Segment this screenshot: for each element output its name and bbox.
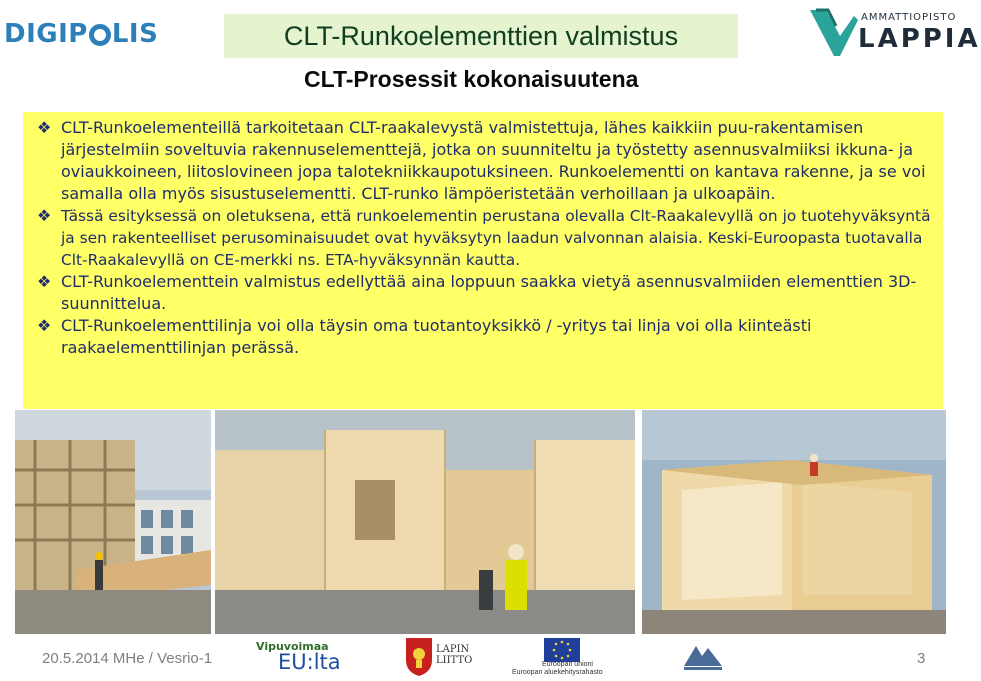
page-number: 3: [917, 650, 926, 667]
digipolis-logo-text-a: DIGIP: [4, 19, 88, 49]
lapin-liitto-crest-icon: [404, 636, 434, 676]
title-box: [224, 14, 738, 58]
lappia-small-text: AMMATTIOPISTO: [861, 12, 957, 23]
bullet-item: [37, 271, 933, 315]
eu-line1: Euroopan unioni: [542, 661, 593, 668]
footer-date-version: 20.5.2014 MHe / Vesrio-1: [42, 650, 213, 667]
bullet-text: CLT-Runkoelementtilinja voi olla täysin oma tuotantoyksikkö / -yritys tai linja voi olla kiinteästi raakaelementtilinjan perässä.: [61, 316, 812, 357]
bullet-list: [37, 117, 933, 359]
lappia-big-text: LAPPIA: [858, 24, 981, 54]
digipolis-logo: [4, 18, 158, 50]
bullet-text: CLT-Runkoelementeillä tarkoitetaan CLT-raakalevystä valmistettuja, lähes kaikkiin puu-rakentamisen järjestelmiin soveltuvia rakennuselementtejä, jotka on suunniteltu ja työstetty asennusvalmiiksi ikkuna- ja oviaukkoineen, liitoslovineen jopa talotekniikkaupotuksineen. Runkoelementti on kantava rakenne, ja se voi samalla olla myös sisustuselementti. CLT-runko lämpöeristetään verhoillaan ja ulkoapäin.: [61, 118, 926, 203]
clt-room-module-photo: [642, 410, 946, 634]
lappia-mark-icon: [806, 6, 862, 60]
lapin-liitto-text: LAPIN LIITTO: [436, 644, 473, 666]
content-box: [23, 112, 943, 409]
lappia-logo: [806, 6, 981, 62]
diamond-bullet-icon: ❖: [37, 272, 52, 291]
eu-line2: Euroopan aluekehitysrahasto: [512, 669, 603, 676]
subtitle: CLT-Prosessit kokonaisuutena: [304, 66, 639, 92]
lapin-liitto-logo: [404, 636, 508, 676]
bullet-text: CLT-Runkoelementtein valmistus edellyttää aina loppuun saakka vietyä asennusvalmiiden elementtien 3D-suunnittelua.: [61, 272, 917, 313]
construction-site-photo: [15, 410, 211, 634]
vipu-eu-text: EU:lta: [278, 650, 341, 674]
bullet-item: [37, 117, 933, 205]
eu-flag-logo: [512, 638, 612, 678]
vipuvoimaa-eu-logo: [254, 640, 346, 676]
vipu-top-text: Vipuvoimaa: [256, 640, 329, 653]
diamond-bullet-icon: ❖: [37, 206, 52, 225]
partner-logo: [680, 640, 726, 674]
bullet-item: [37, 315, 933, 359]
diamond-bullet-icon: ❖: [37, 316, 52, 335]
digipolis-o-icon: [89, 24, 111, 46]
partner-logo-icon: [680, 640, 726, 674]
bullet-text: Tässä esityksessä on oletuksena, että runkoelementin perustana olevalla Clt-Raakalevyllä on jo tuotehyväksyntä ja sen rakenteelliset perusominaisuudet ovat hyväksytyn laadun valvonnan alaisia. Keski-Euroopasta tuotavalla Clt-Raakalevyllä on CE-merkki ns. ETA-hyväksynnän kautta.: [61, 207, 931, 269]
diamond-bullet-icon: ❖: [37, 118, 52, 137]
digipolis-logo-text-b: LIS: [111, 19, 159, 49]
eu-flag-icon: [544, 638, 580, 662]
clt-panels-workers-photo: [215, 410, 635, 634]
page-title: CLT-Runkoelementtien valmistus: [283, 20, 679, 51]
bullet-item: [37, 205, 933, 271]
